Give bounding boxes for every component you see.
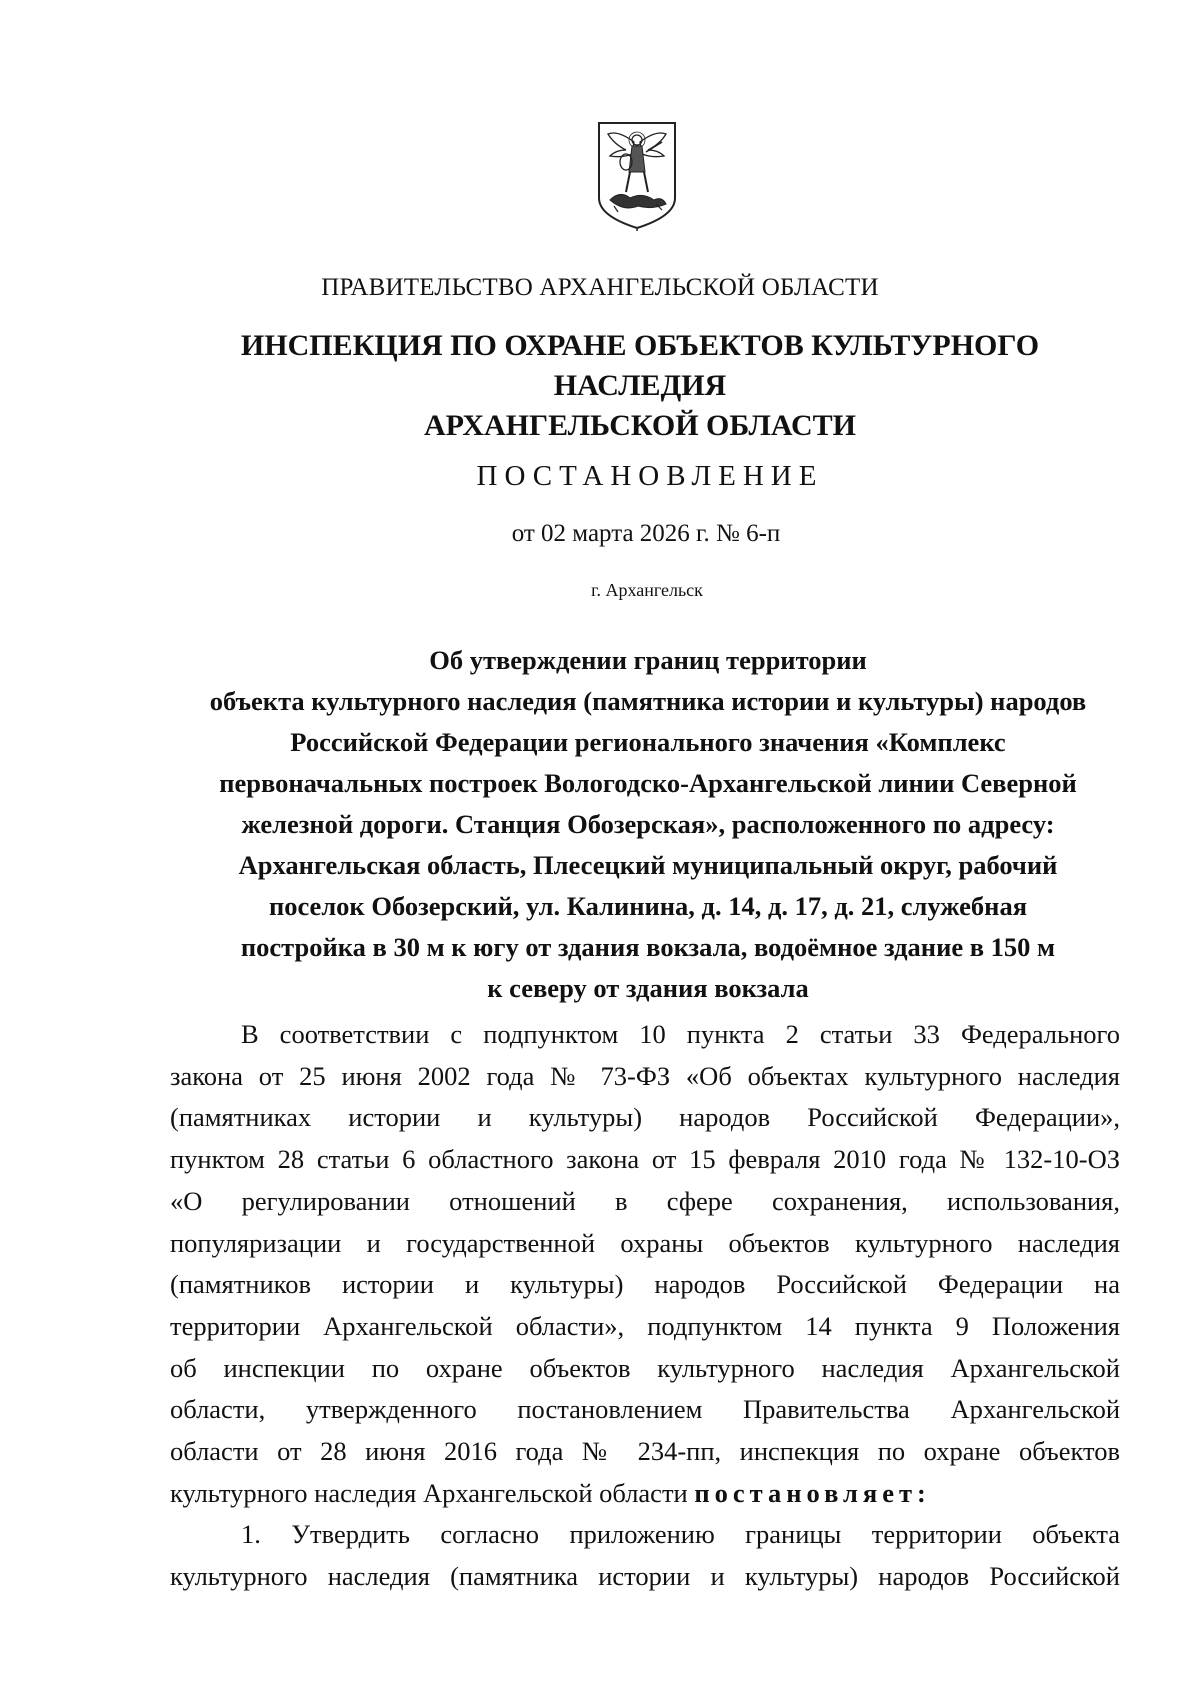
document-city: г. Архангельск <box>591 580 703 600</box>
body-line: «О регулировании отношений в сфере сохранения, использования, <box>170 1185 1120 1216</box>
document-type: ПОСТАНОВЛЕНИЕ <box>476 460 824 492</box>
body-line: (памятников истории и культуры) народов Российской Федерации на <box>170 1269 1120 1300</box>
body-line: территории Архангельской области», подпунктом 14 пункта 9 Положения <box>170 1310 1120 1341</box>
body-line: области от 28 июня 2016 года № 234-пп, инспекция по охране объектов <box>170 1436 1120 1467</box>
subject-line: постройка в 30 м к югу от здания вокзала, водоёмное здание в 150 м <box>240 932 1056 962</box>
body-line: закона от 25 июня 2002 года № 73-ФЗ «Об объектах культурного наследия <box>170 1060 1120 1091</box>
subject-line: Архангельская область, Плесецкий муниципальный округ, рабочий <box>238 850 1058 880</box>
agency-name <box>160 326 1120 446</box>
document-body <box>170 1014 1120 1598</box>
document-subject <box>168 640 1128 1009</box>
subject-line: Об утверждении границ территории <box>429 645 867 675</box>
body-line: 1. Утвердить согласно приложению границы территории объекта <box>241 1519 1120 1550</box>
body-line: пунктом 28 статьи 6 областного закона от 15 февраля 2010 года № 132-10-ОЗ <box>170 1144 1120 1175</box>
body-line: области, утвержденного постановлением Правительства Архангельской <box>170 1394 1120 1425</box>
subject-line: первоначальных построек Вологодско-Архангельской линии Северной <box>219 768 1077 798</box>
body-line: об инспекции по охране объектов культурного наследия Архангельской <box>170 1352 1120 1383</box>
subject-line: к северу от здания вокзала <box>487 973 809 1003</box>
body-line: (памятниках истории и культуры) народов Российской Федерации», <box>170 1102 1120 1133</box>
government-name: ПРАВИТЕЛЬСТВО АРХАНГЕЛЬСКОЙ ОБЛАСТИ <box>321 274 879 301</box>
subject-line: железной дороги. Станция Обозерская», расположенного по адресу: <box>241 809 1055 839</box>
body-line: В соответствии с подпунктом 10 пункта 2 статьи 33 Федерального <box>241 1019 1120 1049</box>
document-date-number: от 02 марта 2026 г. № 6-п <box>511 520 781 547</box>
body-line: популяризации и государственной охраны объектов культурного наследия <box>170 1227 1120 1258</box>
body-line-text: культурного наследия Архангельской области <box>170 1477 688 1508</box>
body-line: культурного наследия (памятника истории и культуры) народов Российской <box>170 1561 1120 1592</box>
subject-line: поселок Обозерский, ул. Калинина, д. 14, д. 17, д. 21, служебная <box>268 891 1028 921</box>
agency-name-line: ИНСПЕКЦИЯ ПО ОХРАНЕ ОБЪЕКТОВ КУЛЬТУРНОГО НАСЛЕДИЯ <box>240 329 1040 402</box>
subject-line: Российской Федерации регионального значения «Комплекс <box>290 727 1006 757</box>
agency-name-line: АРХАНГЕЛЬСКОЙ ОБЛАСТИ <box>424 409 856 442</box>
decree-word: постановляет: <box>694 1477 931 1508</box>
subject-line: объекта культурного наследия (памятника истории и культуры) народов <box>209 686 1087 716</box>
body-line-decree <box>170 1473 1120 1515</box>
arkhangelsk-coat-of-arms-icon <box>596 120 678 232</box>
